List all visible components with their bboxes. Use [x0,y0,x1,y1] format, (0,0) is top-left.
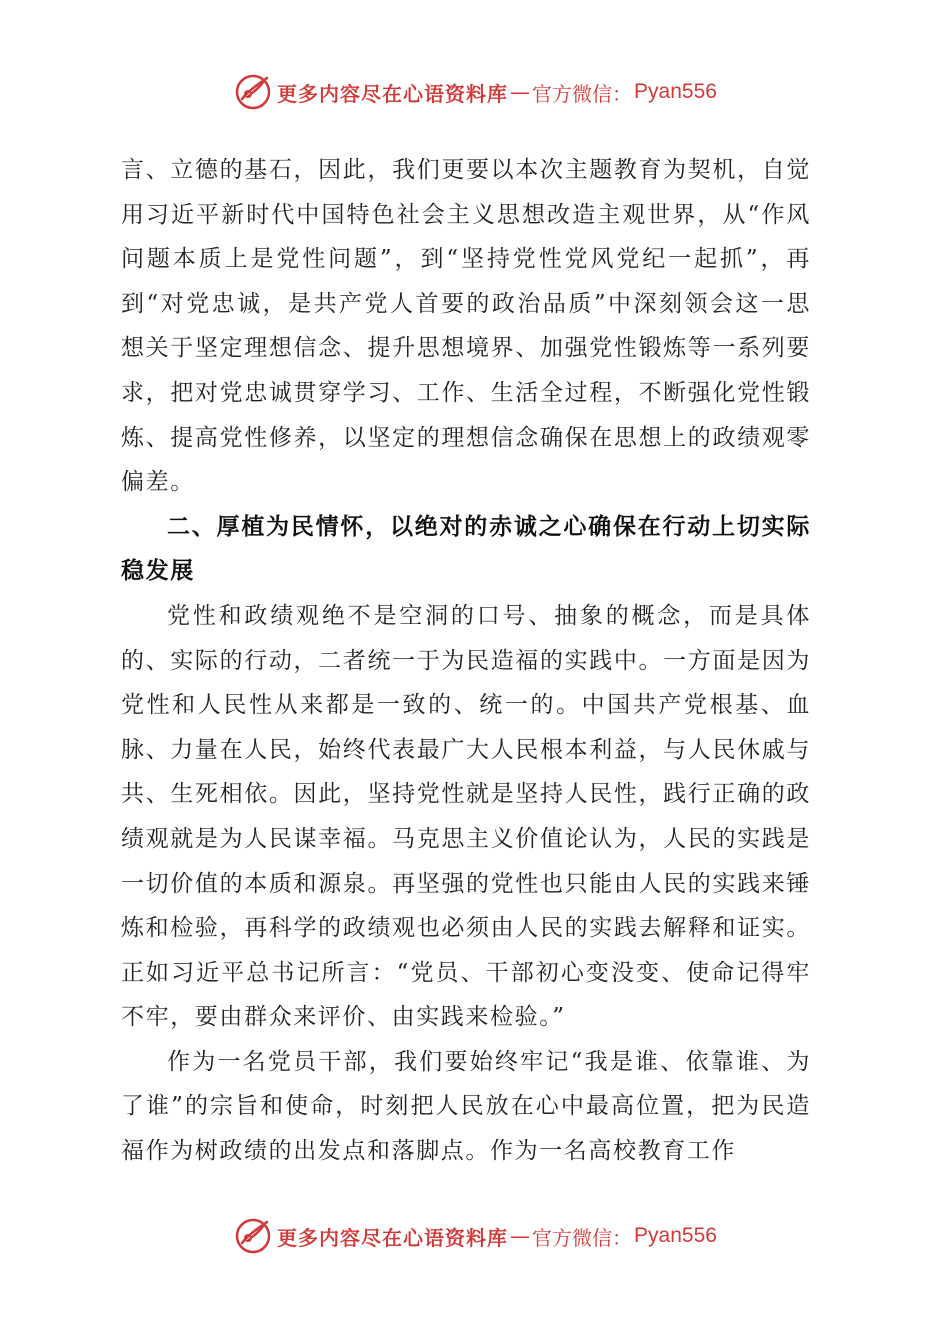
document-body [121,148,811,1174]
watermark-wechat-id: Pyan556 [634,1224,717,1247]
watermark-wechat-label: 官方微信： [532,81,633,106]
section-heading: 二、厚植为民情怀，以绝对的赤诚之心确保在行动上切实际稳发展 [121,512,811,585]
watermark-banner-top [0,70,950,114]
paragraph-continuation: 言、立德的基石，因此，我们更要以本次主题教育为契机，自觉用习近平新时代中国特色社会主义思想改造主观世界，从“作风问题本质上是党性问题”，到“坚持党性党风党纪一起抓”，再到“对党忠诚，是共产党人首要的政治品质”中深刻领会这一思想关于坚定理想信念、提升思想境界、加强党性锻炼等一系列要求，把对党忠诚贯穿学习、工作、生活全过程，不断强化党性锻炼、提高党性修养，以坚定的理想信念确保在思想上的政绩观零偏差。 [121,157,811,496]
quill-logo-icon [233,1216,273,1256]
paragraph: 党性和政绩观绝不是空洞的口号、抽象的概念，而是具体的、实际的行动，二者统一于为民造福的实践中。一方面是因为党性和人民性从来都是一致的、统一的。中国共产党根基、血脉、力量在人民，始终代表最广大人民根本利益，与人民休戚与共、生死相依。因此，坚持党性就是坚持人民性，践行正确的政绩观就是为人民谋幸福。马克思主义价值论认为，人民的实践是一切价值的本质和源泉。再坚强的党性也只能由人民的实践来锤炼和检验，再科学的政绩观也必须由人民的实践去解释和证实。正如习近平总书记所言：“党员、干部初心变没变、使命记得牢不牢，要由群众来评价、由实践来检验。” [121,602,811,1031]
watermark-wechat-label: 官方微信： [532,1225,633,1250]
quill-logo-icon [233,72,273,112]
paragraph: 作为一名党员干部，我们要始终牢记“我是谁、依靠谁、为了谁”的宗旨和使命，时刻把人民放在心中最高位置，把为民造福作为树政绩的出发点和落脚点。作为一名高校教育工作 [121,1048,811,1165]
watermark-wechat-id: Pyan556 [634,80,717,103]
watermark-separator: — [510,80,531,104]
watermark-main-text: 更多内容尽在心语资料库 [277,81,509,106]
watermark-main-text: 更多内容尽在心语资料库 [277,1225,509,1250]
watermark-banner-bottom [0,1214,950,1258]
watermark-separator: — [510,1224,531,1248]
